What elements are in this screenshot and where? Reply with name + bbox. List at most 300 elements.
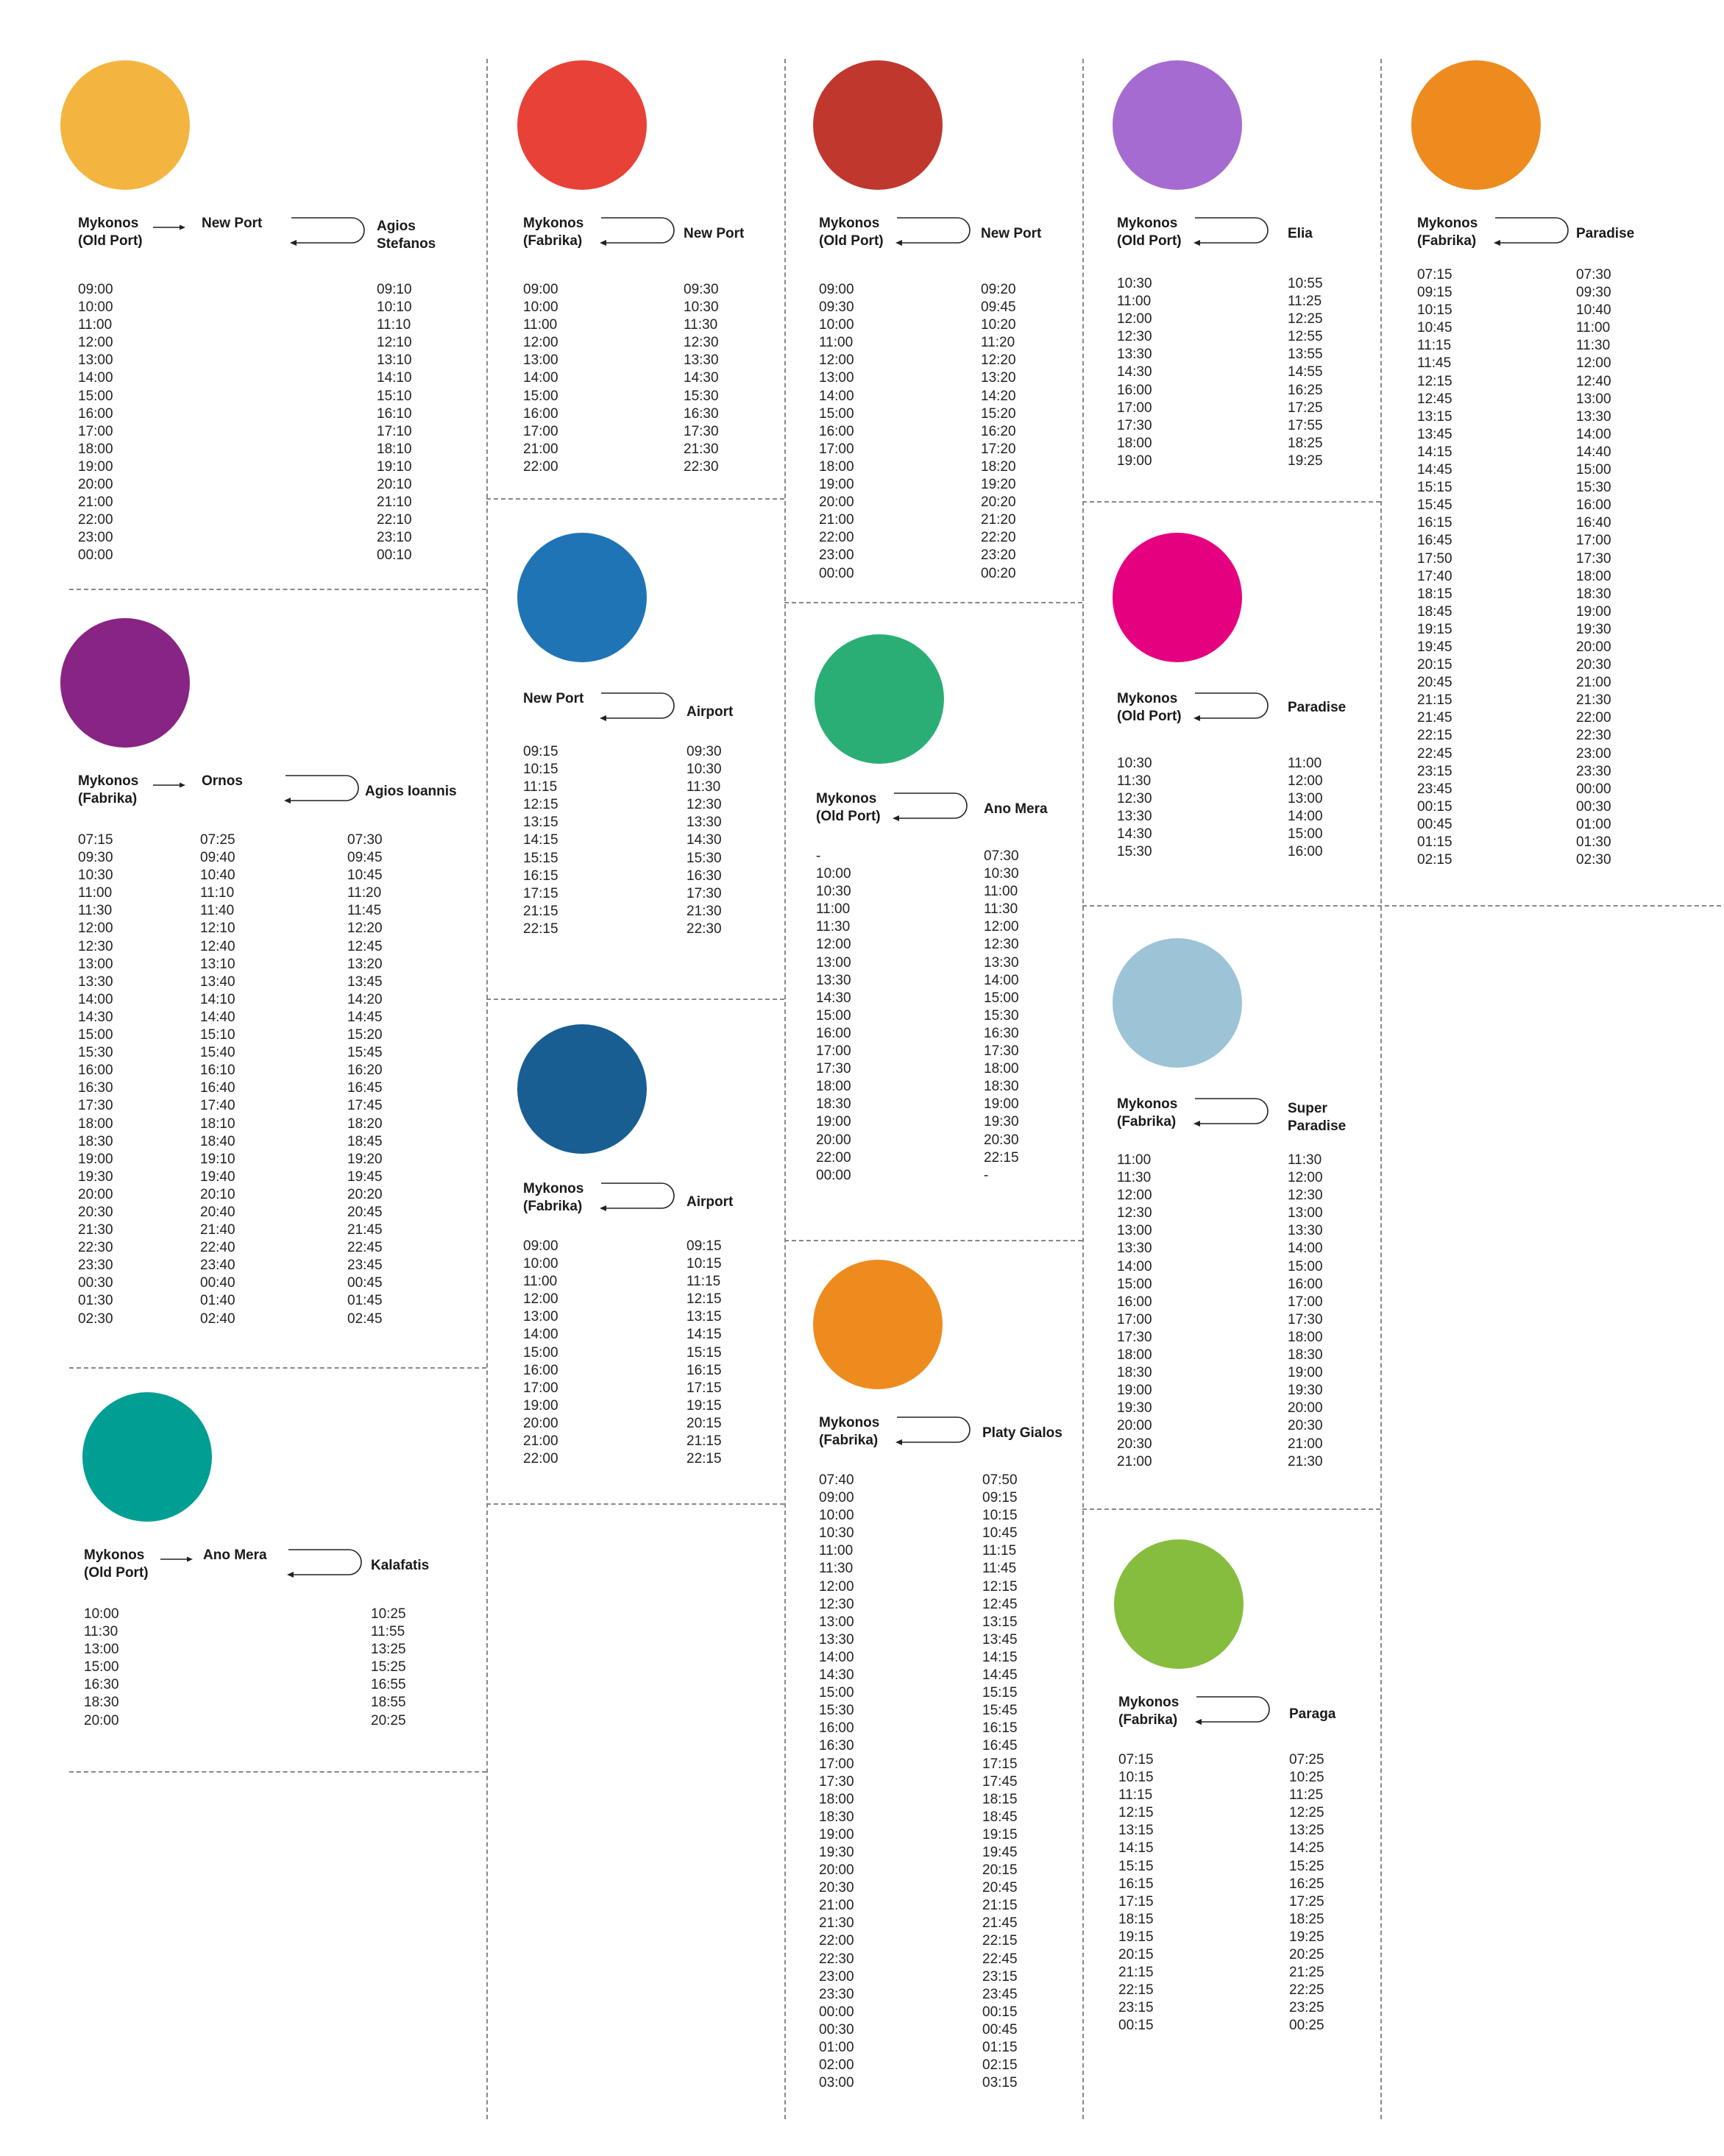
time-cell: 09:45 <box>981 299 1016 316</box>
time-cell: 15:10 <box>377 388 412 404</box>
origin-label: Mykonos (Fabrika) <box>78 773 139 806</box>
time-cell: 13:00 <box>78 956 113 972</box>
time-cell: 11:00 <box>523 1274 558 1290</box>
time-cell: 11:30 <box>984 901 1018 918</box>
time-cell: 22:45 <box>347 1240 383 1256</box>
time-cell: 07:50 <box>982 1472 1018 1488</box>
time-cell: 15:30 <box>687 850 722 866</box>
time-cell: 18:30 <box>819 1809 854 1825</box>
return-arrow-icon <box>600 1182 673 1211</box>
time-cell: 20:00 <box>1576 639 1611 655</box>
destination-label: Agios Ioannis <box>365 784 457 799</box>
time-cell: 02:30 <box>1576 852 1611 868</box>
time-cell: 12:00 <box>1288 1170 1323 1186</box>
time-cell: 10:30 <box>816 884 851 900</box>
time-cell: 11:00 <box>816 901 851 918</box>
time-cell: 17:00 <box>819 1756 854 1772</box>
time-cell: 20:00 <box>1117 1418 1152 1434</box>
time-cell: 17:30 <box>687 885 722 901</box>
time-cell: 17:30 <box>819 1773 854 1790</box>
time-cell: 13:15 <box>1417 408 1452 425</box>
time-cell: 17:00 <box>1576 533 1611 549</box>
time-cell: 15:40 <box>200 1045 235 1061</box>
time-cell: 00:00 <box>78 547 113 564</box>
time-cell: 13:15 <box>523 815 558 831</box>
time-cell: 07:25 <box>1289 1752 1324 1767</box>
time-cell: 21:00 <box>78 494 113 511</box>
time-cell: 14:45 <box>1417 462 1452 478</box>
time-cell: 14:40 <box>1576 444 1611 460</box>
time-cell: 18:30 <box>984 1079 1019 1095</box>
time-cell: 11:15 <box>982 1543 1017 1559</box>
time-cell: 19:45 <box>1417 639 1452 655</box>
time-cell: 18:10 <box>200 1116 235 1132</box>
time-cell: 11:00 <box>1117 1152 1152 1168</box>
time-cell: 13:00 <box>78 352 113 369</box>
time-cell: 11:30 <box>819 1561 854 1577</box>
time-cell: 10:30 <box>1117 756 1152 771</box>
time-cell: 13:15 <box>687 1309 722 1325</box>
time-cell: 14:20 <box>981 388 1016 404</box>
time-cell: 18:30 <box>84 1695 119 1711</box>
time-cell: 18:15 <box>982 1791 1018 1807</box>
return-arrow-icon <box>290 216 363 246</box>
time-cell: 02:15 <box>982 2057 1018 2074</box>
origin-label: Mykonos (Fabrika) <box>1417 216 1478 249</box>
time-cell: 01:15 <box>982 2040 1018 2055</box>
origin-label: Mykonos (Old Port) <box>78 216 143 249</box>
time-cell: 13:30 <box>1117 347 1152 363</box>
time-cell: 22:40 <box>200 1240 235 1256</box>
time-cell: 16:30 <box>687 868 722 884</box>
time-cell: 12:25 <box>1289 1805 1324 1821</box>
arrival-times <box>347 831 383 1328</box>
time-cell: 20:40 <box>200 1204 235 1220</box>
time-cell: 20:00 <box>1288 1400 1323 1416</box>
time-cell: 17:30 <box>1288 1311 1323 1327</box>
time-cell: 15:00 <box>84 1659 119 1675</box>
route-header <box>78 773 472 831</box>
time-cell: 09:10 <box>377 282 412 297</box>
time-cell: 17:55 <box>1288 417 1323 433</box>
time-cell: 14:20 <box>347 991 383 1007</box>
time-cell: 21:00 <box>1288 1436 1323 1452</box>
time-cell: 14:15 <box>1417 444 1452 460</box>
time-cell: 14:30 <box>819 1667 854 1684</box>
time-cell: 12:30 <box>78 938 113 954</box>
arrival-times <box>1288 755 1323 862</box>
time-cell: 23:30 <box>819 1986 854 2002</box>
time-cell: 19:00 <box>1117 1383 1152 1399</box>
time-cell: 12:15 <box>687 1291 722 1308</box>
time-cell: 13:15 <box>1118 1823 1154 1839</box>
column-divider <box>784 59 786 2119</box>
return-arrow-icon <box>1494 216 1567 246</box>
time-cell: 16:40 <box>200 1080 235 1096</box>
time-cell: 13:40 <box>200 974 235 990</box>
via-label: New Port <box>202 216 263 231</box>
time-cell: 14:00 <box>1288 1241 1323 1257</box>
time-cell: 19:20 <box>347 1151 383 1167</box>
origin-label: New Port <box>523 691 584 706</box>
section-divider <box>784 602 1082 603</box>
time-cell: 11:15 <box>1417 338 1452 354</box>
arrival-times <box>1289 1751 1324 2035</box>
destination-label: New Port <box>684 226 745 241</box>
time-cell: 18:00 <box>1117 435 1152 451</box>
destination-label: Agios Stefanos <box>377 219 436 252</box>
time-cell: 14:00 <box>1576 426 1611 442</box>
time-cell: 19:00 <box>78 1151 113 1167</box>
time-cell: 00:40 <box>200 1275 235 1291</box>
time-cell: 22:00 <box>523 1451 558 1467</box>
time-cell: 10:25 <box>371 1606 406 1622</box>
time-cell: 16:45 <box>347 1080 383 1096</box>
time-cell: 17:30 <box>1117 1329 1152 1345</box>
time-cell: 19:00 <box>984 1096 1019 1113</box>
return-arrow-icon <box>1193 692 1267 721</box>
time-cell: 11:55 <box>371 1624 405 1640</box>
time-cell: 15:00 <box>1117 1276 1152 1292</box>
route-header <box>84 1547 472 1606</box>
time-cell: 19:20 <box>981 477 1016 493</box>
time-cell: 16:00 <box>1288 1276 1323 1292</box>
time-cell: 12:00 <box>1576 355 1611 372</box>
time-cell: 11:25 <box>1289 1787 1324 1804</box>
time-cell: 20:00 <box>819 494 854 511</box>
arrival-times <box>1288 1152 1323 1471</box>
time-cell: 19:00 <box>819 477 854 493</box>
time-cell: 12:30 <box>984 937 1019 953</box>
via-label: Ano Mera <box>203 1547 267 1563</box>
time-cell: 17:00 <box>819 441 854 457</box>
time-cell: 16:25 <box>1288 382 1323 398</box>
time-cell: 16:30 <box>78 1080 113 1096</box>
time-cell: 16:00 <box>819 423 854 439</box>
time-cell: 21:15 <box>1118 1965 1154 1981</box>
time-cell: 19:40 <box>200 1169 235 1185</box>
column-divider <box>1380 59 1382 2119</box>
time-cell: 21:30 <box>1576 692 1611 709</box>
departure-times <box>816 848 851 1185</box>
time-cell: 16:45 <box>1417 533 1452 549</box>
departure-times <box>523 1238 558 1468</box>
time-cell: 16:00 <box>78 1063 113 1079</box>
time-cell: 21:00 <box>1117 1453 1152 1469</box>
time-cell: 14:45 <box>982 1667 1018 1684</box>
time-cell: 16:00 <box>78 405 113 422</box>
time-cell: 20:45 <box>347 1204 383 1220</box>
time-cell: 01:00 <box>819 2040 854 2055</box>
destination-label: Platy Gialos <box>982 1425 1063 1441</box>
time-cell: 10:00 <box>819 1508 854 1524</box>
time-cell: 18:30 <box>816 1096 851 1113</box>
time-cell: 01:30 <box>1576 834 1611 850</box>
time-cell: 14:00 <box>984 972 1019 988</box>
time-cell: 16:20 <box>347 1063 383 1079</box>
origin-label: Mykonos (Fabrika) <box>819 1415 880 1448</box>
time-cell: 15:15 <box>523 850 558 866</box>
time-cell: 00:15 <box>1118 2018 1154 2034</box>
time-cell: 20:00 <box>819 1862 854 1879</box>
time-cell: 00:45 <box>982 2021 1018 2038</box>
time-cell: 18:00 <box>78 441 113 457</box>
departure-times <box>1117 275 1152 470</box>
destination-label: Airport <box>687 1194 734 1210</box>
time-cell: 02:45 <box>347 1311 383 1327</box>
time-cell: 15:00 <box>78 1027 113 1043</box>
time-cell: 21:30 <box>819 1915 854 1932</box>
time-cell: 12:30 <box>819 1596 854 1612</box>
time-cell: 07:15 <box>78 832 113 848</box>
time-cell: 23:15 <box>1417 763 1452 779</box>
time-cell: 09:15 <box>1417 285 1452 301</box>
time-cell: 12:15 <box>1118 1805 1154 1821</box>
time-cell: 13:30 <box>984 954 1019 971</box>
return-arrow-icon <box>600 692 673 721</box>
time-cell: 20:15 <box>982 1862 1018 1879</box>
time-cell: 13:00 <box>1288 1205 1323 1221</box>
section-divider <box>69 1367 486 1369</box>
time-cell: 11:20 <box>981 335 1015 351</box>
time-cell: 13:20 <box>981 370 1016 386</box>
route-header <box>816 790 1072 849</box>
time-cell: 21:30 <box>1288 1453 1323 1469</box>
section-divider <box>486 1503 784 1505</box>
time-cell: 18:30 <box>1288 1347 1323 1364</box>
time-cell: 07:30 <box>347 832 383 848</box>
time-cell: 15:30 <box>1117 844 1152 860</box>
time-cell: 10:15 <box>523 762 558 778</box>
time-cell: 16:15 <box>1118 1876 1154 1892</box>
time-cell: 17:20 <box>981 441 1016 457</box>
time-cell: 13:30 <box>78 974 113 990</box>
time-cell: 21:00 <box>1576 675 1611 691</box>
time-cell: 20:45 <box>982 1880 1018 1896</box>
route-color-dot <box>517 533 647 662</box>
time-cell: 01:45 <box>347 1293 383 1309</box>
time-cell: 18:00 <box>984 1061 1019 1077</box>
time-cell: 11:00 <box>1288 756 1322 771</box>
time-cell: 17:15 <box>1118 1893 1154 1909</box>
time-cell: 12:20 <box>347 921 383 937</box>
time-cell: 18:20 <box>981 458 1016 475</box>
time-cell: 00:15 <box>1417 798 1452 815</box>
time-cell: 12:00 <box>78 921 113 937</box>
time-cell: 09:45 <box>347 850 383 866</box>
time-cell: 11:00 <box>819 335 854 351</box>
time-cell: 14:30 <box>687 832 722 848</box>
time-cell: 07:30 <box>1576 267 1611 283</box>
time-cell: 13:00 <box>1288 791 1323 807</box>
time-cell: 23:00 <box>1576 745 1611 762</box>
time-cell: 11:30 <box>1576 338 1611 354</box>
time-cell: 18:40 <box>200 1133 235 1149</box>
time-cell: 12:40 <box>200 938 235 954</box>
time-cell: 00:00 <box>819 2004 854 2020</box>
time-cell: 23:15 <box>1118 2000 1154 2016</box>
time-cell: 12:45 <box>347 938 383 954</box>
time-cell: 14:25 <box>1289 1840 1324 1857</box>
time-cell: 12:30 <box>1117 329 1152 345</box>
time-cell: 19:45 <box>982 1844 1018 1860</box>
time-cell: 19:00 <box>78 458 113 475</box>
time-cell: 00:20 <box>981 565 1016 581</box>
time-cell: 20:10 <box>200 1186 235 1202</box>
time-cell: 17:00 <box>523 423 558 439</box>
time-cell: 18:25 <box>1288 435 1323 451</box>
time-cell: 11:20 <box>347 885 382 901</box>
time-cell: 15:20 <box>981 405 1016 422</box>
time-cell: 20:30 <box>78 1204 113 1220</box>
arrival-times <box>982 1472 1018 2092</box>
time-cell: 13:45 <box>982 1631 1018 1648</box>
time-cell: 00:30 <box>1576 798 1611 815</box>
time-cell: 00:25 <box>1289 2018 1324 2034</box>
destination-label: Kalafatis <box>371 1558 430 1573</box>
time-cell: 23:10 <box>377 530 412 546</box>
time-cell: 12:10 <box>377 335 412 351</box>
time-cell: 01:40 <box>200 1293 235 1309</box>
time-cell: 19:00 <box>1117 453 1152 469</box>
arrival-times <box>377 281 412 565</box>
time-cell: 19:15 <box>687 1397 722 1414</box>
time-cell: 20:25 <box>1289 1947 1324 1963</box>
return-arrow-icon <box>600 216 673 246</box>
time-cell: 16:00 <box>523 405 558 422</box>
route-color-dot <box>517 60 647 190</box>
time-cell: 20:45 <box>1417 675 1452 691</box>
time-cell: 17:15 <box>687 1380 722 1396</box>
time-cell: 15:30 <box>819 1703 854 1719</box>
arrival-times <box>981 281 1016 583</box>
time-cell: 00:45 <box>1417 816 1452 832</box>
time-cell: 15:00 <box>819 1685 854 1701</box>
route-color-dot <box>517 1024 647 1154</box>
time-cell: 13:00 <box>816 954 851 971</box>
time-cell: 00:00 <box>816 1167 851 1183</box>
section-divider <box>486 999 784 1000</box>
time-cell: 16:00 <box>1117 382 1152 398</box>
time-cell: 22:00 <box>523 458 558 475</box>
time-cell: 18:30 <box>78 1133 113 1149</box>
route-color-dot <box>1113 533 1242 662</box>
time-cell: 16:45 <box>982 1738 1018 1754</box>
time-cell: 09:00 <box>819 1490 854 1506</box>
time-cell: 22:20 <box>981 530 1016 546</box>
time-cell: 19:25 <box>1288 453 1323 469</box>
time-cell: 12:30 <box>1288 1188 1323 1204</box>
time-cell: 15:25 <box>1289 1858 1324 1874</box>
time-cell: 18:00 <box>816 1079 851 1095</box>
time-cell: 20:00 <box>84 1712 119 1728</box>
time-cell: 15:20 <box>347 1027 383 1043</box>
time-cell: 10:45 <box>347 868 383 884</box>
time-cell: 18:15 <box>1417 586 1452 602</box>
time-cell: 11:40 <box>200 903 235 919</box>
forward-arrow-icon <box>153 781 185 789</box>
time-cell: 19:00 <box>1288 1365 1323 1381</box>
return-arrow-icon <box>1193 1097 1267 1127</box>
time-cell: 09:15 <box>687 1238 722 1254</box>
route-header <box>523 1180 775 1239</box>
time-cell: 17:30 <box>1117 417 1152 433</box>
time-cell: 18:15 <box>1118 1911 1154 1927</box>
time-cell: 13:00 <box>819 370 854 386</box>
origin-label: Mykonos (Old Port) <box>1117 216 1182 249</box>
destination-label: New Port <box>981 226 1042 241</box>
time-cell: 13:00 <box>1576 391 1611 407</box>
route-color-dot <box>815 634 944 764</box>
time-cell: 17:30 <box>816 1061 851 1077</box>
origin-label: Mykonos (Fabrika) <box>523 216 584 249</box>
time-cell: 15:00 <box>1288 826 1323 843</box>
time-cell: 09:00 <box>523 1238 558 1254</box>
time-cell: 16:40 <box>1576 515 1611 531</box>
route-header <box>523 215 775 274</box>
time-cell: 20:25 <box>371 1712 406 1728</box>
time-cell: 10:45 <box>1417 320 1452 336</box>
time-cell: 19:30 <box>1288 1383 1323 1399</box>
time-cell: 10:15 <box>982 1508 1018 1524</box>
time-cell: 16:30 <box>984 1025 1019 1041</box>
time-cell: 18:30 <box>1576 586 1611 602</box>
time-cell: 15:30 <box>78 1045 113 1061</box>
time-cell: 16:15 <box>523 868 558 884</box>
time-cell: 22:15 <box>984 1149 1019 1166</box>
time-cell: 14:10 <box>200 991 235 1007</box>
route-card-agios-stefanos <box>60 60 472 575</box>
time-cell: 10:15 <box>1417 302 1452 319</box>
time-cell: 18:00 <box>819 1791 854 1807</box>
time-cell: 17:40 <box>200 1098 235 1114</box>
time-cell: 22:00 <box>819 530 854 546</box>
route-color-dot <box>1114 1539 1244 1669</box>
time-cell: 21:15 <box>687 1433 722 1450</box>
time-cell: 13:30 <box>1576 408 1611 425</box>
time-cell: 22:00 <box>1576 710 1611 726</box>
time-cell: 21:00 <box>523 1433 558 1450</box>
time-cell: 18:30 <box>1117 1365 1152 1381</box>
time-cell: 16:10 <box>200 1063 235 1079</box>
route-card-kalafatis <box>82 1392 472 1745</box>
time-cell: 10:40 <box>1576 302 1611 319</box>
destination-label: Super Paradise <box>1288 1101 1347 1134</box>
route-card-fabrika-paradise <box>1411 60 1706 884</box>
time-cell: 10:00 <box>816 866 851 882</box>
time-cell: 21:30 <box>684 441 719 457</box>
time-cell: 17:50 <box>1417 550 1452 567</box>
time-cell: 17:25 <box>1288 400 1323 416</box>
origin-label: Mykonos (Old Port) <box>84 1547 149 1581</box>
time-cell: 16:15 <box>687 1362 722 1378</box>
time-cell: 22:15 <box>523 921 558 937</box>
time-cell: 15:00 <box>984 990 1019 1006</box>
time-cell: 16:20 <box>981 423 1016 439</box>
time-cell: 13:00 <box>1117 1223 1152 1239</box>
departure-times <box>1118 1751 1154 2035</box>
time-cell: 22:30 <box>1576 728 1611 744</box>
time-cell: 09:30 <box>819 299 854 316</box>
time-cell: 15:00 <box>816 1007 851 1024</box>
time-cell: 17:45 <box>982 1773 1018 1790</box>
time-cell: 18:55 <box>371 1695 406 1711</box>
time-cell: 09:40 <box>200 850 235 866</box>
time-cell: 14:00 <box>78 370 113 386</box>
time-cell: 13:10 <box>377 352 412 369</box>
time-cell: 17:30 <box>984 1043 1019 1060</box>
time-cell: 12:00 <box>984 919 1019 935</box>
